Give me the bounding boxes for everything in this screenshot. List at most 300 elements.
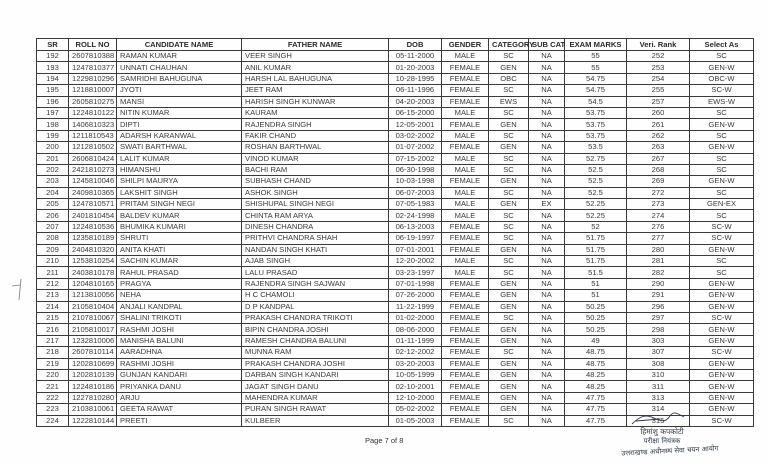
cell-candidate-name: AARADHNA: [117, 347, 242, 358]
cell-veri-rank: 257: [627, 96, 690, 107]
cell-gender: MALE: [442, 199, 489, 210]
cell-father-name: PRITHVI CHANDRA SHAH: [242, 233, 389, 244]
cell-gender: FEMALE: [442, 324, 489, 335]
table-row: [37, 392, 754, 403]
cell-gender: FEMALE: [442, 392, 489, 403]
cell-veri-rank: 290: [627, 278, 690, 289]
cell-roll-no: 1253810254: [69, 256, 117, 267]
cell-gender: FEMALE: [442, 119, 489, 130]
table-row: [37, 347, 754, 358]
cell-exam-marks: 52.5: [565, 176, 627, 187]
cell-exam-marks: 51.75: [565, 244, 627, 255]
table-row: [37, 153, 754, 164]
cell-dob: 10-03-1998: [389, 176, 442, 187]
cell-sr: 199: [37, 130, 69, 141]
cell-veri-rank: 252: [627, 51, 690, 62]
cell-sub-cat: NA: [529, 96, 565, 107]
cell-sub-cat: NA: [529, 107, 565, 118]
cell-exam-marks: 53.75: [565, 130, 627, 141]
table-row: [37, 119, 754, 130]
cell-sr: 205: [37, 199, 69, 210]
cell-veri-rank: 280: [627, 244, 690, 255]
cell-candidate-name: RAMAN KUMAR: [117, 51, 242, 62]
table-row: [37, 221, 754, 232]
cell-sub-cat: NA: [529, 62, 565, 73]
cell-select-as: GEN-W: [690, 244, 754, 255]
cell-veri-rank: 255: [627, 85, 690, 96]
cell-select-as: SC: [690, 51, 754, 62]
cell-veri-rank: 268: [627, 164, 690, 175]
cell-roll-no: 2105810017: [69, 324, 117, 335]
header-candidate-name: CANDIDATE NAME: [117, 39, 242, 51]
cell-exam-marks: 48.75: [565, 347, 627, 358]
cell-sub-cat: NA: [529, 381, 565, 392]
cell-sr: 214: [37, 301, 69, 312]
cell-dob: 06-15-2000: [389, 107, 442, 118]
cell-category: GEN: [489, 335, 529, 346]
cell-father-name: VEER SINGH: [242, 51, 389, 62]
cell-select-as: SC-W: [690, 85, 754, 96]
cell-veri-rank: 314: [627, 404, 690, 415]
cell-veri-rank: 263: [627, 142, 690, 153]
cell-sr: 224: [37, 415, 69, 426]
table-row: [37, 267, 754, 278]
cell-roll-no: 1224810536: [69, 221, 117, 232]
cell-father-name: BIPIN CHANDRA JOSHI: [242, 324, 389, 335]
cell-veri-rank: 267: [627, 153, 690, 164]
cell-exam-marks: 54.75: [565, 85, 627, 96]
cell-exam-marks: 48.75: [565, 358, 627, 369]
cell-select-as: SC-W: [690, 312, 754, 323]
cell-dob: 12-10-2000: [389, 392, 442, 403]
table-row: [37, 256, 754, 267]
cell-sr: 216: [37, 324, 69, 335]
cell-candidate-name: SHILPI MAURYA: [117, 176, 242, 187]
cell-veri-rank: 298: [627, 324, 690, 335]
cell-father-name: RAMESH CHANDRA BALUNI: [242, 335, 389, 346]
cell-sub-cat: NA: [529, 256, 565, 267]
cell-category: SC: [489, 130, 529, 141]
cell-dob: 06-13-2003: [389, 221, 442, 232]
cell-father-name: DINESH CHANDRA: [242, 221, 389, 232]
cell-candidate-name: NEHA: [117, 290, 242, 301]
cell-exam-marks: 50.25: [565, 301, 627, 312]
cell-sr: 200: [37, 142, 69, 153]
table-row: [37, 278, 754, 289]
cell-roll-no: 1229810296: [69, 73, 117, 84]
cell-roll-no: 1202810699: [69, 358, 117, 369]
cell-sub-cat: NA: [529, 233, 565, 244]
table-row: [37, 142, 754, 153]
cell-veri-rank: 308: [627, 358, 690, 369]
cell-exam-marks: 48.25: [565, 369, 627, 380]
cell-select-as: GEN-W: [690, 335, 754, 346]
cell-dob: 01-20-2003: [389, 62, 442, 73]
cell-dob: 01-07-2002: [389, 142, 442, 153]
cell-gender: MALE: [442, 256, 489, 267]
table-row: [37, 96, 754, 107]
cell-candidate-name: SACHIN KUMAR: [117, 256, 242, 267]
cell-father-name: LALU PRASAD: [242, 267, 389, 278]
cell-roll-no: 1247810571: [69, 199, 117, 210]
cell-sr: 202: [37, 164, 69, 175]
cell-select-as: GEN-W: [690, 176, 754, 187]
cell-roll-no: 2107810067: [69, 312, 117, 323]
cell-dob: 07-05-1983: [389, 199, 442, 210]
cell-roll-no: 1227810280: [69, 392, 117, 403]
table-row: [37, 290, 754, 301]
cell-roll-no: 1212810502: [69, 142, 117, 153]
cell-gender: FEMALE: [442, 244, 489, 255]
cell-select-as: SC: [690, 107, 754, 118]
cell-sub-cat: NA: [529, 290, 565, 301]
cell-candidate-name: MANISHA BALUNI: [117, 335, 242, 346]
cell-exam-marks: 53.75: [565, 119, 627, 130]
cell-select-as: SC: [690, 267, 754, 278]
cell-gender: FEMALE: [442, 381, 489, 392]
cell-veri-rank: 261: [627, 119, 690, 130]
cell-sr: 197: [37, 107, 69, 118]
cell-candidate-name: GEETA RAWAT: [117, 404, 242, 415]
cell-category: GEN: [489, 358, 529, 369]
cell-category: GEN: [489, 244, 529, 255]
cell-father-name: ASHOK SINGH: [242, 187, 389, 198]
cell-dob: 06-30-1998: [389, 164, 442, 175]
cell-select-as: SC: [690, 164, 754, 175]
cell-category: SC: [489, 312, 529, 323]
cell-dob: 06-07-2003: [389, 187, 442, 198]
cell-select-as: SC: [690, 153, 754, 164]
cell-category: GEN: [489, 290, 529, 301]
cell-exam-marks: 48.25: [565, 381, 627, 392]
table-row: [37, 244, 754, 255]
table-row: [37, 85, 754, 96]
cell-candidate-name: BHUMIKA KUMARI: [117, 221, 242, 232]
cell-veri-rank: 260: [627, 107, 690, 118]
cell-exam-marks: 54.5: [565, 96, 627, 107]
cell-gender: FEMALE: [442, 221, 489, 232]
table-row: [37, 301, 754, 312]
cell-exam-marks: 55: [565, 62, 627, 73]
cell-roll-no: 1224810122: [69, 107, 117, 118]
cell-candidate-name: NITIN KUMAR: [117, 107, 242, 118]
table-row: [37, 335, 754, 346]
cell-select-as: SC: [690, 130, 754, 141]
cell-father-name: ROSHAN BARTHWAL: [242, 142, 389, 153]
table-row: [37, 210, 754, 221]
cell-exam-marks: 50.25: [565, 312, 627, 323]
cell-candidate-name: PRAGYA: [117, 278, 242, 289]
table-row: [37, 51, 754, 62]
cell-dob: 10-28-1995: [389, 73, 442, 84]
table-body: [37, 51, 754, 427]
cell-sr: 209: [37, 244, 69, 255]
cell-dob: 03-20-2003: [389, 358, 442, 369]
cell-sub-cat: NA: [529, 335, 565, 346]
cell-gender: FEMALE: [442, 358, 489, 369]
cell-father-name: ANIL KUMAR: [242, 62, 389, 73]
cell-roll-no: 2605810275: [69, 96, 117, 107]
cell-gender: FEMALE: [442, 278, 489, 289]
cell-select-as: GEN-W: [690, 358, 754, 369]
cell-sub-cat: EX: [529, 199, 565, 210]
cell-roll-no: 2421810273: [69, 164, 117, 175]
cell-dob: 12-05-2001: [389, 119, 442, 130]
table-row: [37, 233, 754, 244]
cell-father-name: H C CHAMOLI: [242, 290, 389, 301]
cell-candidate-name: PRITAM SINGH NEGI: [117, 199, 242, 210]
cell-veri-rank: 272: [627, 187, 690, 198]
cell-dob: 03-02-2002: [389, 130, 442, 141]
cell-exam-marks: 47.75: [565, 392, 627, 403]
cell-sub-cat: NA: [529, 176, 565, 187]
cell-roll-no: 1406810323: [69, 119, 117, 130]
cell-veri-rank: 291: [627, 290, 690, 301]
table-row: [37, 199, 754, 210]
cell-exam-marks: 52.75: [565, 153, 627, 164]
cell-father-name: JAGAT SINGH DANU: [242, 381, 389, 392]
header-gender: GENDER: [442, 39, 489, 51]
table-row: [37, 73, 754, 84]
cell-exam-marks: 53.5: [565, 142, 627, 153]
cell-veri-rank: 254: [627, 73, 690, 84]
cell-candidate-name: LAKSHIT SINGH: [117, 187, 242, 198]
cell-gender: FEMALE: [442, 347, 489, 358]
cell-veri-rank: 311: [627, 381, 690, 392]
cell-veri-rank: 297: [627, 312, 690, 323]
cell-category: SC: [489, 415, 529, 426]
cell-father-name: HARISH SINGH KUNWAR: [242, 96, 389, 107]
cell-father-name: RAJENDRA SINGH SAJWAN: [242, 278, 389, 289]
cell-candidate-name: SHRUTI: [117, 233, 242, 244]
cell-dob: 08-06-2000: [389, 324, 442, 335]
cell-dob: 01-11-1999: [389, 335, 442, 346]
cell-candidate-name: RAHUL PRASAD: [117, 267, 242, 278]
cell-veri-rank: 281: [627, 256, 690, 267]
cell-gender: FEMALE: [442, 312, 489, 323]
cell-gender: FEMALE: [442, 404, 489, 415]
cell-category: SC: [489, 233, 529, 244]
cell-category: GEN: [489, 392, 529, 403]
header-father-name: FATHER NAME: [242, 39, 389, 51]
table-row: [37, 324, 754, 335]
cell-roll-no: 2607810388: [69, 51, 117, 62]
cell-veri-rank: 269: [627, 176, 690, 187]
cell-father-name: MAHENDRA KUMAR: [242, 392, 389, 403]
table-header-row: [37, 39, 754, 51]
cell-candidate-name: ANITA KHATI: [117, 244, 242, 255]
cell-exam-marks: 52: [565, 221, 627, 232]
cell-roll-no: 2403810178: [69, 267, 117, 278]
cell-category: SC: [489, 347, 529, 358]
cell-gender: MALE: [442, 164, 489, 175]
cell-category: GEN: [489, 324, 529, 335]
table-row: [37, 62, 754, 73]
cell-father-name: PRAKASH CHANDRA TRIKOTI: [242, 312, 389, 323]
cell-veri-rank: 276: [627, 221, 690, 232]
cell-select-as: EWS-W: [690, 96, 754, 107]
cell-veri-rank: 253: [627, 62, 690, 73]
cell-sr: 208: [37, 233, 69, 244]
cell-dob: 04-20-2003: [389, 96, 442, 107]
cell-category: SC: [489, 187, 529, 198]
cell-sub-cat: NA: [529, 358, 565, 369]
cell-veri-rank: 296: [627, 301, 690, 312]
cell-roll-no: 1235810189: [69, 233, 117, 244]
cell-select-as: SC: [690, 210, 754, 221]
cell-dob: 02-24-1998: [389, 210, 442, 221]
signature-name: हिमांशु कपकोटी: [640, 427, 684, 436]
cell-sub-cat: NA: [529, 312, 565, 323]
cell-exam-marks: 49: [565, 335, 627, 346]
cell-exam-marks: 51.5: [565, 267, 627, 278]
cell-gender: FEMALE: [442, 301, 489, 312]
cell-roll-no: 1202810139: [69, 369, 117, 380]
cell-father-name: KAURAM: [242, 107, 389, 118]
cell-sub-cat: NA: [529, 278, 565, 289]
cell-select-as: GEN-W: [690, 369, 754, 380]
cell-select-as: SC: [690, 256, 754, 267]
cell-dob: 01-02-2000: [389, 312, 442, 323]
cell-sr: 212: [37, 278, 69, 289]
cell-gender: FEMALE: [442, 369, 489, 380]
cell-roll-no: 1218810007: [69, 85, 117, 96]
cell-category: SC: [489, 164, 529, 175]
cell-exam-marks: 52.25: [565, 210, 627, 221]
cell-veri-rank: 274: [627, 210, 690, 221]
cell-roll-no: 1245810046: [69, 176, 117, 187]
cell-father-name: SHISHUPAL SINGH NEGI: [242, 199, 389, 210]
cell-dob: 10-05-1999: [389, 369, 442, 380]
cell-sr: 203: [37, 176, 69, 187]
cell-sub-cat: NA: [529, 73, 565, 84]
table-row: [37, 312, 754, 323]
cell-dob: 12-20-2002: [389, 256, 442, 267]
cell-category: GEN: [489, 142, 529, 153]
cell-father-name: BACHI RAM: [242, 164, 389, 175]
cell-category: EWS: [489, 96, 529, 107]
cell-dob: 03-23-1997: [389, 267, 442, 278]
cell-category: GEN: [489, 301, 529, 312]
cell-candidate-name: SAMRIDHI BAHUGUNA: [117, 73, 242, 84]
cell-roll-no: 1204810165: [69, 278, 117, 289]
cell-father-name: CHINTA RAM ARYA: [242, 210, 389, 221]
cell-exam-marks: 51: [565, 290, 627, 301]
cell-select-as: GEN-W: [690, 62, 754, 73]
cell-veri-rank: 277: [627, 233, 690, 244]
cell-exam-marks: 55: [565, 51, 627, 62]
cell-candidate-name: UNNATI CHAUHAN: [117, 62, 242, 73]
cell-dob: 01-05-2003: [389, 415, 442, 426]
header-dob: DOB: [389, 39, 442, 51]
cell-gender: FEMALE: [442, 62, 489, 73]
cell-gender: FEMALE: [442, 335, 489, 346]
cell-sub-cat: NA: [529, 404, 565, 415]
cell-sr: 198: [37, 119, 69, 130]
cell-sub-cat: NA: [529, 130, 565, 141]
cell-sr: 210: [37, 256, 69, 267]
cell-sub-cat: NA: [529, 210, 565, 221]
cell-exam-marks: 53.75: [565, 107, 627, 118]
cell-candidate-name: SWATI BARTHWAL: [117, 142, 242, 153]
cell-select-as: GEN-EX: [690, 199, 754, 210]
cell-category: SC: [489, 256, 529, 267]
cell-father-name: KULBEER: [242, 415, 389, 426]
cell-sub-cat: NA: [529, 415, 565, 426]
cell-candidate-name: DIPTI: [117, 119, 242, 130]
cell-roll-no: 2607810114: [69, 347, 117, 358]
cell-father-name: HARSH LAL BAHUGUNA: [242, 73, 389, 84]
cell-sub-cat: NA: [529, 267, 565, 278]
cell-veri-rank: 307: [627, 347, 690, 358]
cell-father-name: FAKIR CHAND: [242, 130, 389, 141]
cell-category: SC: [489, 85, 529, 96]
cell-father-name: AJAB SINGH: [242, 256, 389, 267]
results-table: [36, 38, 754, 427]
cell-gender: MALE: [442, 153, 489, 164]
cell-roll-no: 2401810454: [69, 210, 117, 221]
cell-candidate-name: MANSI: [117, 96, 242, 107]
table-row: [37, 187, 754, 198]
cell-gender: FEMALE: [442, 233, 489, 244]
cell-candidate-name: JYOTI: [117, 85, 242, 96]
cell-father-name: DARBAN SINGH KANDARI: [242, 369, 389, 380]
table-row: [37, 107, 754, 118]
cell-sr: 219: [37, 358, 69, 369]
cell-roll-no: 1224810186: [69, 381, 117, 392]
cell-father-name: NANDAN SINGH KHATI: [242, 244, 389, 255]
cell-category: GEN: [489, 404, 529, 415]
cell-gender: MALE: [442, 130, 489, 141]
cell-select-as: OBC-W: [690, 73, 754, 84]
cell-veri-rank: 282: [627, 267, 690, 278]
cell-candidate-name: BALDEV KUMAR: [117, 210, 242, 221]
cell-veri-rank: 262: [627, 130, 690, 141]
cell-gender: FEMALE: [442, 96, 489, 107]
header-roll-no: ROLL NO: [69, 39, 117, 51]
cell-roll-no: 1232810006: [69, 335, 117, 346]
cell-sr: 192: [37, 51, 69, 62]
cell-gender: MALE: [442, 107, 489, 118]
cell-exam-marks: 51.75: [565, 256, 627, 267]
cell-sub-cat: NA: [529, 392, 565, 403]
cell-gender: MALE: [442, 210, 489, 221]
cell-select-as: GEN-W: [690, 290, 754, 301]
cell-select-as: GEN-W: [690, 119, 754, 130]
cell-sub-cat: NA: [529, 301, 565, 312]
cell-dob: 02-12-2002: [389, 347, 442, 358]
cell-exam-marks: 50.25: [565, 324, 627, 335]
cell-exam-marks: 51: [565, 278, 627, 289]
cell-sub-cat: NA: [529, 51, 565, 62]
cell-sr: 221: [37, 381, 69, 392]
cell-sub-cat: NA: [529, 369, 565, 380]
cell-roll-no: 2105810404: [69, 301, 117, 312]
cell-candidate-name: PREETI: [117, 415, 242, 426]
cell-roll-no: 1211810543: [69, 130, 117, 141]
cell-select-as: GEN-W: [690, 324, 754, 335]
cell-veri-rank: 315: [627, 415, 690, 426]
cell-sr: 222: [37, 392, 69, 403]
cell-exam-marks: 52.5: [565, 187, 627, 198]
cell-category: GEN: [489, 278, 529, 289]
table-row: [37, 369, 754, 380]
cell-select-as: GEN-W: [690, 278, 754, 289]
cell-sr: 218: [37, 347, 69, 358]
cell-father-name: VINOD KUMAR: [242, 153, 389, 164]
cell-category: GEN: [489, 381, 529, 392]
cell-exam-marks: 52.5: [565, 164, 627, 175]
